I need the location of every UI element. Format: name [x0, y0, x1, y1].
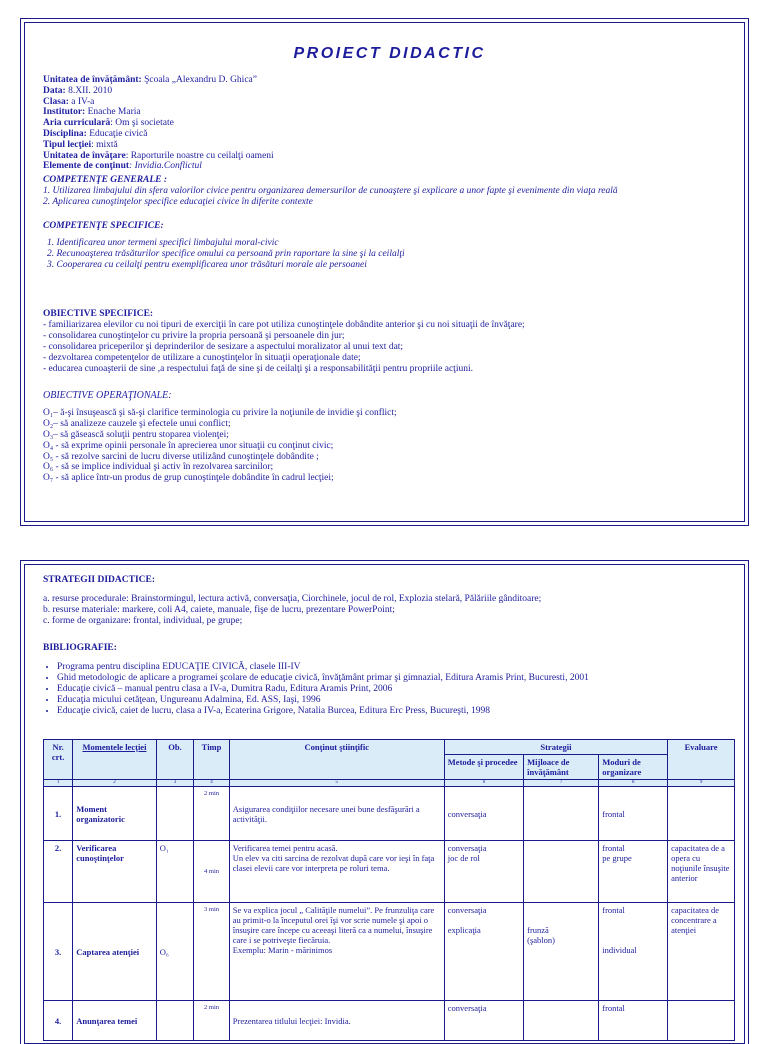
- row-moment: Anunţarea temei: [73, 1001, 157, 1041]
- info-line: Institutor: Enache Maria: [43, 107, 141, 118]
- info-line: Aria curriculară: Om şi societate: [43, 118, 174, 129]
- row-time: 4 min: [194, 841, 229, 903]
- table-row: [44, 841, 735, 903]
- competente-generale: [43, 175, 736, 208]
- header-strategii: Strategii: [444, 740, 667, 755]
- list-item: 1. Identificarea unor termeni specifici limbajului moral-civic: [47, 237, 279, 248]
- header-nr: Nr. crt.: [44, 740, 73, 780]
- row-mijloace: [524, 787, 599, 841]
- header-timp: Timp: [194, 740, 229, 780]
- list-item: O₄ - să exprime opinii personale în aprecierea unor situaţii cu conţinut civic;: [43, 440, 334, 451]
- list-item: O₁– ă-şi însuşească şi să-şi clarifice terminologia cu privire la noţiunile de invidie şi conflict;: [43, 407, 397, 418]
- row-moduri: frontal: [599, 787, 668, 841]
- section-heading: COMPETENŢE SPECIFICE:: [43, 221, 164, 231]
- header-ob: Ob.: [156, 740, 194, 780]
- column-number: 8: [599, 780, 668, 787]
- header-evaluare: Evaluare: [668, 740, 735, 780]
- column-number: 1: [44, 780, 73, 787]
- row-moment: Captarea atenţiei: [73, 903, 157, 1001]
- row-ob: O₆: [156, 903, 194, 1001]
- document-title: PROIECT DIDACTIC: [293, 45, 486, 62]
- lesson-table: [43, 739, 735, 1041]
- row-metode: conversaţia explicaţia: [444, 903, 523, 1001]
- info-line: Clasa: a IV-a: [43, 96, 95, 107]
- header-mijloace: Mijloace de învăţământ: [524, 755, 599, 780]
- bibliografie: [43, 643, 736, 717]
- row-number: 2.: [44, 841, 73, 903]
- obiective-specifice: [43, 309, 736, 374]
- column-number: 6: [444, 780, 523, 787]
- section-heading: BIBLIOGRAFIE:: [43, 643, 117, 653]
- list-item: - consolidarea cunoştinţelor cu privire la propria persoană şi persoanele din jur;: [43, 330, 345, 341]
- list-item: 2. Aplicarea cunoştinţelor specifice educaţiei civice în diferite contexte: [43, 196, 313, 207]
- bibliography-list: [43, 662, 736, 717]
- row-number: 3.: [44, 903, 73, 1001]
- list-item: - educarea cunoaşterii de sine ,a respectului faţă de sine şi de ceilalţi şi a responsabilităţii pentru propriile acţiuni.: [43, 363, 473, 374]
- row-number: 1.: [44, 787, 73, 841]
- list-item: a. resurse procedurale: Brainstormingul, lectura activă, conversaţia, Ciorchinele, jocul de rol, Explozia stelară, Pălăriile gânditoare;: [43, 593, 542, 604]
- row-evaluare: capacitatea de a opera cu noţiunile însuşite anterior: [668, 841, 735, 903]
- section-heading: OBIECTIVE OPERAŢIONALE:: [43, 390, 172, 401]
- column-number: 2: [73, 780, 157, 787]
- row-evaluare: [668, 1001, 735, 1041]
- column-number: 7: [524, 780, 599, 787]
- header-moduri: Moduri de organizare: [599, 755, 668, 780]
- column-number: 4: [194, 780, 229, 787]
- row-content: Asigurarea condiţiilor necesare unei bune desfăşurări a activităţii.: [229, 787, 444, 841]
- list-item: • Educaţie civică, caiet de lucru, clasa a IV-a, Ecaterina Grigore, Natalia Burcea, Editura Erc Press, Bucureşti, 1998: [57, 706, 736, 717]
- list-item: c. forme de organizare: frontal, individual, pe grupe;: [43, 615, 243, 626]
- row-moduri: frontal pe grupe: [599, 841, 668, 903]
- row-ob: [156, 1001, 194, 1041]
- section-heading: COMPETENŢE GENERALE :: [43, 175, 168, 185]
- info-line: Disciplina: Educaţie civică: [43, 128, 148, 139]
- row-time: 3 min: [194, 903, 229, 1001]
- section-heading: OBIECTIVE SPECIFICE:: [43, 309, 154, 319]
- info-line: Unitatea de învăţare: Raporturile noastre cu ceilalţi oameni: [43, 150, 274, 161]
- list-item: O₆ - să se implice individual şi activ în rezolvarea sarcinilor;: [43, 462, 274, 473]
- row-mijloace: [524, 1001, 599, 1041]
- row-content: Se va explica jocul „ Calităţile numelui”. Pe frunzuliţa care au primit-o la începutul orei îşi vor scrie numele şi apoi o însuşire care începe cu aceeaşi literă ca a numelui, însuşire care i se potriveşte fiecăruia. Exemplu: Marin - mărinimos: [229, 903, 444, 1001]
- info-line: Tipul lecţiei: mixtă: [43, 139, 118, 150]
- row-ob: O₁: [156, 841, 194, 903]
- list-item: • Educaţia micului cetăţean, Ungureanu Adalmina, Ed. ASS, Iaşi, 1996: [57, 695, 736, 706]
- row-metode: conversaţia: [444, 1001, 523, 1041]
- row-metode: conversaţia: [444, 787, 523, 841]
- header-momente: Momentele lecţiei: [73, 740, 157, 780]
- row-mijloace: frunză (şablon): [524, 903, 599, 1001]
- info-line: Unitatea de învățământ: Şcoala „Alexandru D. Ghica”: [43, 75, 257, 85]
- row-ob: [156, 787, 194, 841]
- row-content: Verificarea temei pentru acasă. Un elev va citi sarcina de rezolvat după care vor ieşi în faţa clasei elevii care vor interpreta pe roluri tema.: [229, 841, 444, 903]
- row-moment: Verificarea cunoştinţelor: [73, 841, 157, 903]
- row-mijloace: [524, 841, 599, 903]
- document-page-2: [24, 564, 745, 1044]
- info-line: Data: 8.XII. 2010: [43, 85, 113, 96]
- strategii-didactice: [43, 575, 736, 627]
- row-number: 4.: [44, 1001, 73, 1041]
- list-item: - familiarizarea elevilor cu noi tipuri de exerciţii în care pot utiliza cunoştinţele dobândite anterior şi cu noi situaţii de învăţare;: [43, 319, 525, 330]
- row-evaluare: capacitatea de concentrare a atenţiei: [668, 903, 735, 1001]
- list-item: • Educaţie civică – manual pentru clasa a IV-a, Dumitra Radu, Editura Aramis Print, 2006: [57, 684, 736, 695]
- column-number: 9: [668, 780, 735, 787]
- row-time: 2 min: [194, 787, 229, 841]
- row-evaluare: [668, 787, 735, 841]
- row-content: Prezentarea titlului lecţiei: Invidia.: [229, 1001, 444, 1041]
- table-row: [44, 903, 735, 1001]
- column-number: 3: [156, 780, 194, 787]
- list-item: b. resurse materiale: markere, coli A4, caiete, manuale, fişe de lucru, prezentare PowerPoint;: [43, 604, 395, 615]
- document-page-1: [24, 22, 745, 522]
- list-item: - dezvoltarea competenţelor de utilizare a cunoştinţelor în situaţii operaţionale date;: [43, 352, 361, 363]
- list-item: O₅ - să rezolve sarcini de lucru diverse utilizând cunoştinţele dobândite ;: [43, 451, 319, 462]
- row-moduri: frontal individual: [599, 903, 668, 1001]
- list-item: • Ghid metodologic de aplicare a programei şcolare de educaţie civică, învăţământ primar şi gimnazial, Editura Aramis Print, Bucuresti, 2001: [57, 673, 736, 684]
- row-time: 2 min: [194, 1001, 229, 1041]
- list-item: 3. Cooperarea cu ceilalţi pentru exemplificarea unor trăsături morale ale persoanei: [47, 259, 367, 270]
- header-metode: Metode şi procedee: [444, 755, 523, 780]
- obiective-operationale: [43, 391, 736, 484]
- row-moduri: frontal: [599, 1001, 668, 1041]
- list-item: • Programa pentru disciplina EDUCAŢIE CIVICĂ, clasele III-IV: [57, 662, 736, 673]
- column-number: 5: [229, 780, 444, 787]
- list-item: - consolidarea priceperilor şi deprinderilor de sesizare a aspectului moralizator al unui text dat;: [43, 341, 404, 352]
- list-item: O₇ - să aplice într-un produs de grup cunoştinţele dobândite în cadrul lecţiei;: [43, 473, 334, 484]
- section-heading: STRATEGII DIDACTICE:: [43, 575, 156, 585]
- list-item: O₃– să găsească soluţii pentru stoparea violenţei;: [43, 429, 229, 440]
- table-row: [44, 1001, 735, 1041]
- info-line: Elemente de conţinut: Invidia.Conflictul: [43, 161, 202, 172]
- header-continut: Conţinut ştiinţific: [229, 740, 444, 780]
- table-row: [44, 787, 735, 841]
- row-metode: conversaţia joc de rol: [444, 841, 523, 903]
- row-moment: Moment organizatoric: [73, 787, 157, 841]
- list-item: O₂– să analizeze cauzele şi efectele unui conflict;: [43, 418, 231, 429]
- lesson-info: [43, 75, 274, 172]
- list-item: 1. Utilizarea limbajului din sfera valorilor civice pentru organizarea demersurilor de cunoaştere şi explicare a unor fapte şi evenimente din viaţa reală: [43, 185, 618, 196]
- list-item: 2. Recunoaşterea trăsăturilor specifice omului ca persoană prin raportare la sine şi la ceilalţi: [47, 248, 405, 259]
- competente-specifice: [43, 221, 736, 271]
